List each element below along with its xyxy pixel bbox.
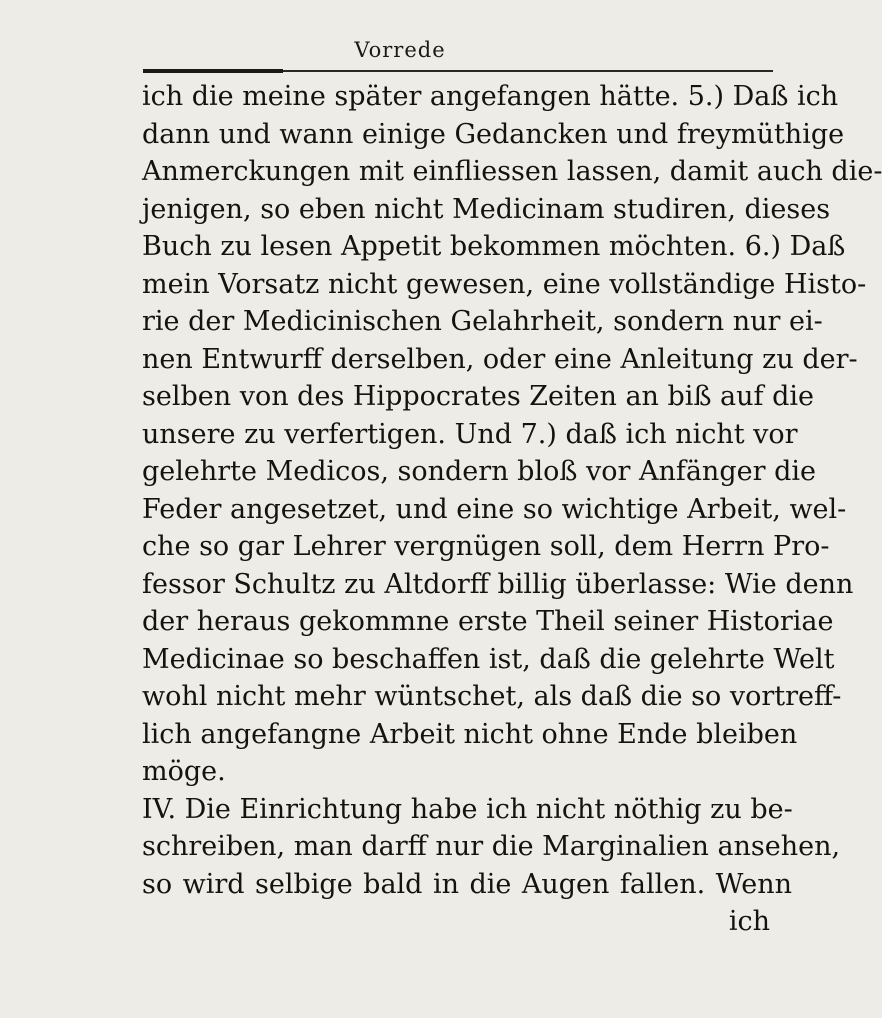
body-text <box>142 78 882 941</box>
text-line: schreiben, man darff nur die Marginalien ansehen, <box>142 831 841 862</box>
text-line: ich die meine später angefangen hätte. 5.) Daß ich <box>142 81 839 112</box>
text-line: Feder angesetzet, und eine so wichtige Arbeit, wel- <box>142 493 847 525</box>
text-line: gelehrte Medicos, sondern bloß vor Anfänger die <box>142 456 816 487</box>
text-line: dann und wann einige Gedancken und freymüthige <box>142 118 845 150</box>
text-line: lich angefangne Arbeit nicht ohne Ende bleiben <box>142 718 798 750</box>
text-line: der heraus gekommne erste Theil seiner Historiae <box>142 606 834 637</box>
text-line: unsere zu verfertigen. Und 7.) daß ich nicht vor <box>142 418 798 450</box>
text-line: nen Entwurff derselben, oder eine Anleitung zu der- <box>142 343 858 375</box>
running-head: Vorrede <box>354 38 446 62</box>
text-line: fessor Schultz zu Altdorff billig überlasse: Wie denn <box>142 568 854 600</box>
text-line: wohl nicht mehr wüntschet, als daß die so vortreff- <box>142 681 842 712</box>
text-line: jenigen, so eben nicht Medicinam studiren, dieses <box>142 193 831 225</box>
text-line: Buch zu lesen Appetit bekommen möchten. 6.) Daß <box>142 231 846 262</box>
text-line: Medicinae so beschaffen ist, daß die gelehrte Welt <box>142 643 835 675</box>
text-line: so wird selbige bald in die Augen fallen. Wenn <box>142 868 792 900</box>
text-line: Anmerckungen mit einfliessen lassen, damit auch die- <box>142 156 882 187</box>
catchword: ich <box>728 906 770 937</box>
text-line: möge. <box>142 756 226 787</box>
text-line: che so gar Lehrer vergnügen soll, dem Herrn Pro- <box>142 531 830 562</box>
header-rule-accent <box>143 69 283 73</box>
text-line: rie der Medicinischen Gelahrheit, sondern nur ei- <box>142 306 823 337</box>
text-line: selben von des Hippocrates Zeiten an biß auf die <box>142 381 815 412</box>
text-line: mein Vorsatz nicht gewesen, eine vollständige Histo- <box>142 268 867 300</box>
text-line: IV. Die Einrichtung habe ich nicht nöthig zu be- <box>142 793 793 825</box>
